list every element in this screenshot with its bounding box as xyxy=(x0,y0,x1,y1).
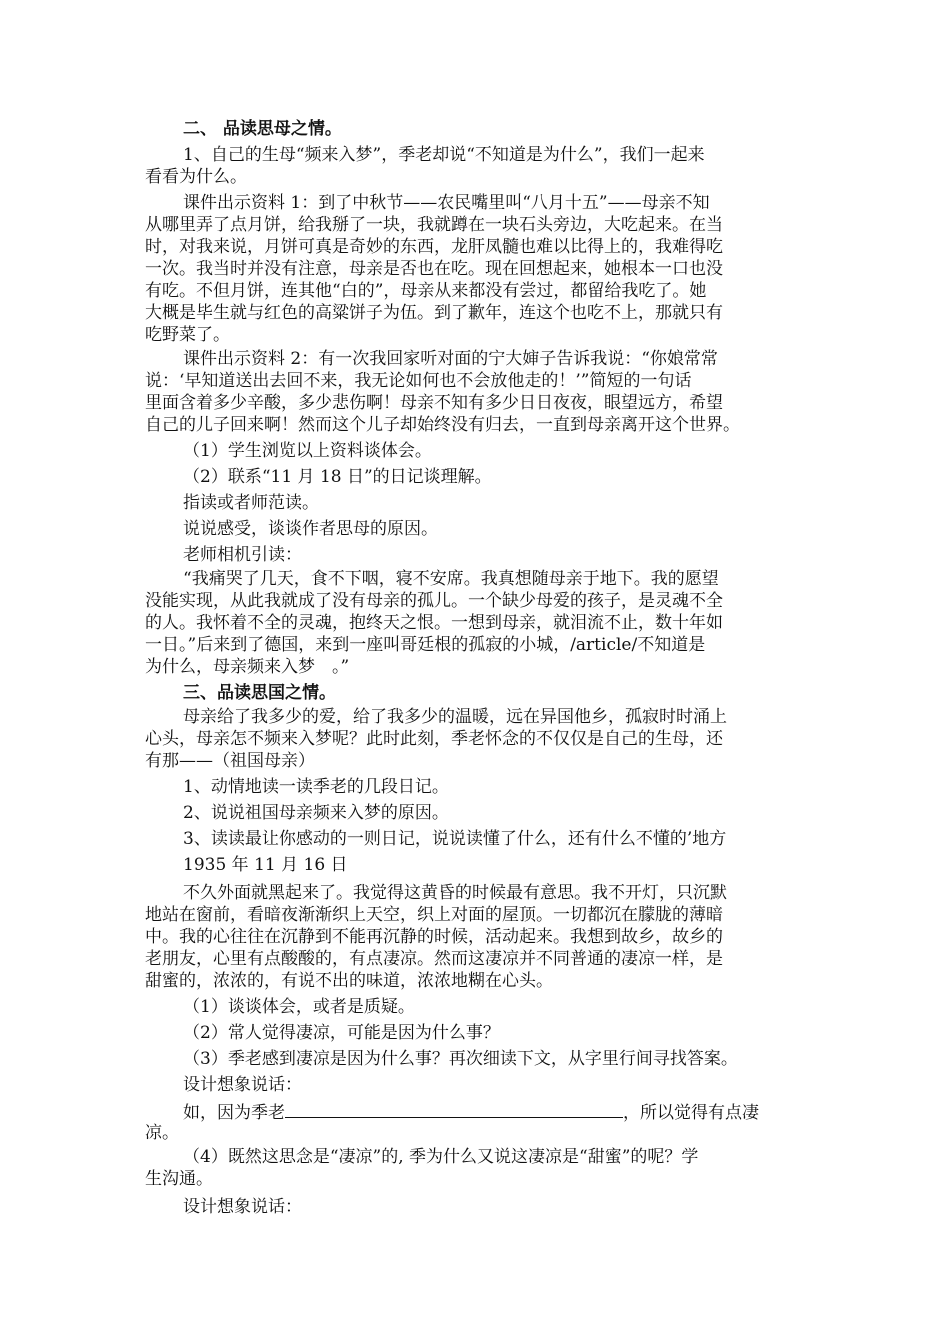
material-line: 里面含着多少辛酸，多少悲伤啊！母亲不知有多少日日夜夜，眼望远方，希望 xyxy=(145,393,723,413)
paragraph-line: 有那——（祖国母亲） xyxy=(145,751,315,771)
question-line: （2）常人觉得凄凉，可能是因为什么事？ xyxy=(183,1023,500,1043)
material-line: 自己的儿子回来啊！然而这个儿子却始终没有归去，一直到母亲离开这个世界。 xyxy=(145,415,740,435)
quote-line: 一日。”后来到了德国，来到一座叫哥廷根的孤寂的小城，/article/不知道是 xyxy=(145,635,706,655)
paragraph-line: 看看为什么。 xyxy=(145,167,247,187)
paragraph-line: 1、自己的生母“频来入梦”，季老却说“不知道是为什么”，我们一起来 xyxy=(183,145,705,165)
fill-prefix: 如，因为季老 xyxy=(183,1103,285,1123)
material-line: 有吃。不但月饼，连其他“白的”，母亲从来都没有尝过，都留给我吃了。她 xyxy=(145,281,707,301)
material-line: 课件出示资料 2：有一次我回家听对面的宁大婶子告诉我说：“你娘常常 xyxy=(183,349,718,369)
diary-line: 地站在窗前，看暗夜渐渐织上天空，织上对面的屋顶。一切都沉在朦胧的薄暗 xyxy=(145,905,723,925)
question-line: 生沟通。 xyxy=(145,1169,213,1189)
diary-line: 甜蜜的，浓浓的，有说不出的味道，浓浓地糊在心头。 xyxy=(145,971,553,991)
fill-in-line xyxy=(183,1100,805,1124)
material-line: 大概是毕生就与红色的高粱饼子为伍。到了歉年，连这个也吃不上，那就只有 xyxy=(145,303,723,323)
step-line: 指读或者师范读。 xyxy=(183,493,319,513)
section-heading: 二、 品读思母之情。 xyxy=(183,119,342,139)
task-line: 3、读读最让你感动的一则日记，说说读懂了什么，还有什么不懂的’地方 xyxy=(183,829,727,849)
diary-line: 老朋友，心里有点酸酸的，有点凄凉。然而这凄凉并不同普通的凄凉一样，是 xyxy=(145,949,723,969)
paragraph-line: 心头，母亲怎不频来入梦呢？此时此刻，季老怀念的不仅仅是自己的生母，还 xyxy=(145,729,723,749)
section-heading: 三、品读思国之情。 xyxy=(183,683,336,703)
question-line: （3）季老感到凄凉是因为什么事？再次细读下文，从字里行间寻找答案。 xyxy=(183,1049,738,1069)
quote-line: 的人。我怀着不全的灵魂，抱终天之恨。一想到母亲，就泪流不止，数十年如 xyxy=(145,613,723,633)
material-line: 一次。我当时并没有注意，母亲是否也在吃。现在回想起来，她根本一口也没 xyxy=(145,259,723,279)
material-line: 吃野菜了。 xyxy=(145,325,230,345)
material-line: 说：‘早知道送出去回不来，我无论如何也不会放他走的！’”简短的一句话 xyxy=(145,371,692,391)
material-line: 从哪里弄了点月饼，给我掰了一块，我就蹲在一块石头旁边，大吃起来。在当 xyxy=(145,215,723,235)
quote-line: 没能实现，从此我就成了没有母亲的孤儿。一个缺少母爱的孩子，是灵魂不全 xyxy=(145,591,723,611)
step-line: （2）联系“11 月 18 日”的日记谈理解。 xyxy=(183,467,492,487)
question-line: （4）既然这思念是“凄凉”的, 季为什么又说这凄凉是“甜蜜”的呢？学 xyxy=(183,1147,699,1167)
design-prompt: 设计想象说话： xyxy=(183,1075,302,1095)
quote-line: 为什么，母亲频来入梦 。” xyxy=(145,657,350,677)
task-line: 1、动情地读一读季老的几段日记。 xyxy=(183,777,449,797)
step-line: 说说感受，谈谈作者思母的原因。 xyxy=(183,519,438,539)
step-line: （1）学生浏览以上资料谈体会。 xyxy=(183,441,432,461)
paragraph-line: 凉。 xyxy=(145,1123,179,1143)
material-line: 时，对我来说，月饼可真是奇妙的东西，龙肝凤髓也难以比得上的，我难得吃 xyxy=(145,237,723,257)
fill-blank[interactable] xyxy=(285,1100,623,1118)
question-line: （1）谈谈体会，或者是质疑。 xyxy=(183,997,415,1017)
material-line: 课件出示资料 1：到了中秋节——农民嘴里叫“八月十五”——母亲不知 xyxy=(183,193,710,213)
diary-date: 1935 年 11 月 16 日 xyxy=(183,855,348,875)
task-line: 2、说说祖国母亲频来入梦的原因。 xyxy=(183,803,449,823)
design-prompt: 设计想象说话： xyxy=(183,1197,302,1217)
paragraph-line: 母亲给了我多少的爱，给了我多少的温暖，远在异国他乡，孤寂时时涌上 xyxy=(183,707,727,727)
step-line: 老师相机引读： xyxy=(183,545,302,565)
fill-suffix: ，所以觉得有点凄 xyxy=(623,1103,759,1123)
diary-line: 不久外面就黑起来了。我觉得这黄昏的时候最有意思。我不开灯，只沉默 xyxy=(183,883,727,903)
diary-line: 中。我的心往往在沉静到不能再沉静的时候，活动起来。我想到故乡，故乡的 xyxy=(145,927,723,947)
quote-line: “我痛哭了几天，食不下咽，寝不安席。我真想随母亲于地下。我的愿望 xyxy=(183,569,719,589)
